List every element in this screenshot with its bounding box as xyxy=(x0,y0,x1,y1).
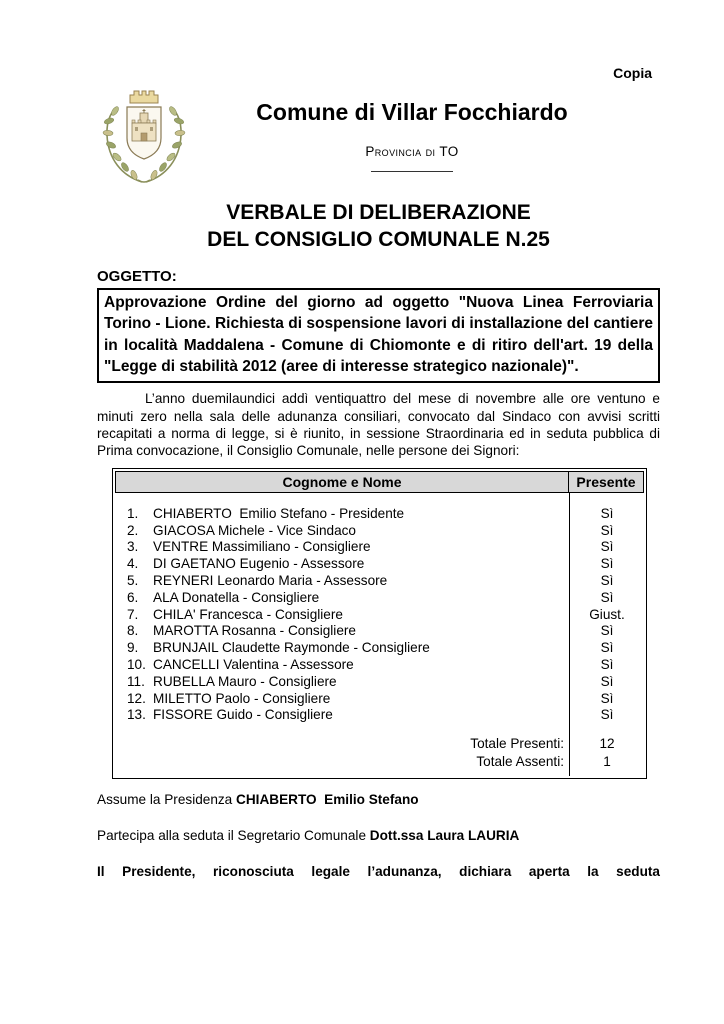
table-spacer xyxy=(115,770,644,776)
subject-box: Approvazione Ordine del giorno ad oggetto "Nuova Linea Ferroviaria Torino - Lione. Richiesta di sospensione lavori di installazione del cantiere in località Maddalena - Comune di Chiomonte e di ritiro dell'art. 19 della "Legge di stabilità 2012 (aree di interesse strategico nazionale)". xyxy=(97,288,660,383)
session-opening-line: Il Presidente, riconosciuta legale l’adunanza, dichiara aperta la seduta xyxy=(97,864,660,880)
secretary-prefix: Partecipa alla seduta il Segretario Comunale xyxy=(97,828,370,844)
row-number: 10. xyxy=(127,656,146,672)
presidency-line xyxy=(97,792,660,807)
presence-value: Sì xyxy=(600,640,614,656)
total-absent-label: Totale Assenti: xyxy=(115,753,570,771)
table-row xyxy=(115,607,644,624)
row-number: 11. xyxy=(127,673,145,689)
councillor-name: FISSORE Guido - Consigliere xyxy=(153,707,333,723)
table-row xyxy=(115,707,644,724)
councillor-name: MILETTO Paolo - Consigliere xyxy=(153,690,331,706)
total-absent-value: 1 xyxy=(603,753,611,769)
table-row xyxy=(115,556,644,573)
row-number: 9. xyxy=(127,640,139,656)
presence-value: Sì xyxy=(600,573,614,588)
intro-paragraph: L’anno duemilaundici addì ventiquattro del mese di novembre alle ore ventuno e minuti zero nella sala delle adunanza consiliari, convocato dal Sindaco con avvisi scritti recapitati a norma di legge, si è riunito, in sessione Straordinaria ed in seduta pubblica di Prima convocazione, il Consiglio Comunale, nelle persone dei Signori: xyxy=(97,391,660,459)
table-row xyxy=(115,590,644,607)
presence-value: Sì xyxy=(600,673,614,689)
table-row xyxy=(115,657,644,674)
deliberation-heading-line2: DEL CONSIGLIO COMUNALE N.25 xyxy=(207,227,550,251)
table-row xyxy=(115,523,644,540)
deliberation-heading-line1: VERBALE DI DELIBERAZIONE xyxy=(226,201,531,224)
councillor-name: GIACOSA Michele - Vice Sindaco xyxy=(153,522,356,538)
header-name-column: Cognome e Nome xyxy=(116,472,569,492)
total-present-label: Totale Presenti: xyxy=(115,735,570,753)
totals-row-absent xyxy=(115,753,644,771)
president-name: CHIABERTO Emilio Stefano xyxy=(236,792,419,808)
municipality-title: Comune di Villar Focchiardo xyxy=(256,99,568,125)
presence-value: Sì xyxy=(600,589,614,605)
table-spacer xyxy=(115,493,644,506)
councillor-name: RUBELLA Mauro - Consigliere xyxy=(153,673,337,689)
table-row xyxy=(115,623,644,640)
row-number: 4. xyxy=(127,556,139,572)
row-number: 6. xyxy=(127,589,139,605)
table-row xyxy=(115,674,644,691)
secretary-line xyxy=(97,828,660,843)
subject-label: OGGETTO: xyxy=(97,268,177,285)
councillor-name: BRUNJAIL Claudette Raymonde - Consigliere xyxy=(153,640,430,656)
presence-value: Sì xyxy=(600,656,614,672)
secretary-name: Dott.ssa Laura LAURIA xyxy=(369,828,520,844)
table-row xyxy=(115,506,644,523)
row-number: 3. xyxy=(127,539,139,555)
councillor-name: CHIABERTO Emilio Stefano - Presidente xyxy=(153,505,405,521)
row-number: 13. xyxy=(127,707,146,723)
copy-label: Copia xyxy=(613,65,652,81)
totals-row-present xyxy=(115,735,644,753)
row-number: 12. xyxy=(127,690,146,706)
attendance-table-header xyxy=(115,471,644,493)
presence-value: Sì xyxy=(600,505,614,521)
row-number: 7. xyxy=(127,606,139,622)
councillor-name: CHILA' Francesca - Consigliere xyxy=(153,606,343,622)
attendance-table xyxy=(112,468,647,779)
total-present-value: 12 xyxy=(599,736,615,752)
row-number: 1. xyxy=(127,505,139,521)
presence-value: Sì xyxy=(600,556,614,572)
document-header xyxy=(97,83,660,191)
councillor-name: MAROTTA Rosanna - Consigliere xyxy=(153,623,356,639)
header-title-block xyxy=(194,83,660,191)
table-row xyxy=(115,573,644,590)
province-label: Provincia di TO xyxy=(365,144,459,159)
councillor-name: REYNERI Leonardo Maria - Assessore xyxy=(153,573,388,588)
councillor-name: DI GAETANO Eugenio - Assessore xyxy=(153,556,365,572)
municipal-coat-of-arms-icon xyxy=(94,83,194,191)
table-row xyxy=(115,640,644,657)
row-number: 5. xyxy=(127,573,139,588)
presidency-prefix: Assume la Presidenza xyxy=(97,792,237,808)
deliberation-heading xyxy=(97,200,660,253)
table-spacer xyxy=(115,724,644,735)
header-present-column: Presente xyxy=(576,473,636,490)
row-number: 2. xyxy=(127,522,139,538)
presence-value: Sì xyxy=(600,707,614,723)
table-row xyxy=(115,539,644,556)
presence-value: Sì xyxy=(600,539,614,555)
councillor-name: VENTRE Massimiliano - Consigliere xyxy=(153,539,371,555)
presence-value: Sì xyxy=(600,522,614,538)
province-underline xyxy=(371,171,453,172)
councillor-name: ALA Donatella - Consigliere xyxy=(153,589,320,605)
presence-value: Sì xyxy=(600,623,614,639)
presence-value: Sì xyxy=(600,690,614,706)
table-row xyxy=(115,691,644,708)
row-number: 8. xyxy=(127,623,139,639)
councillor-name: CANCELLI Valentina - Assessore xyxy=(153,656,354,672)
presence-value: Giust. xyxy=(589,606,625,622)
